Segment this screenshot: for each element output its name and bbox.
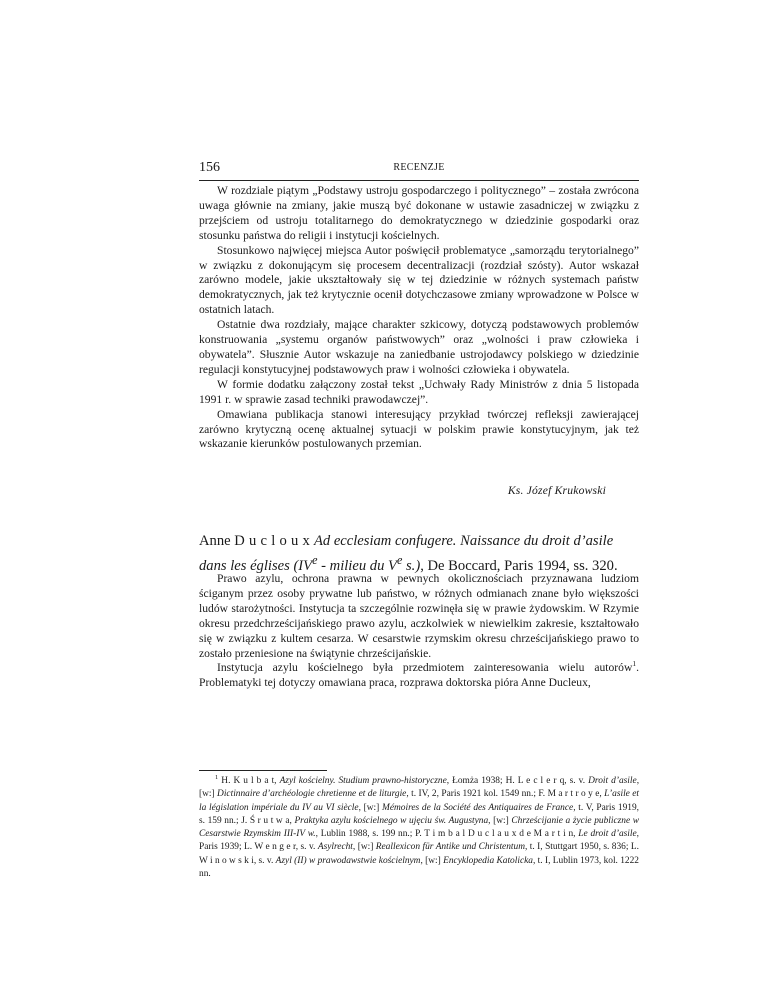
paragraph: Instytucja azylu kościelnego była przedmiotem zainteresowania wielu autorów$^1$. Problematyki tej dotyczy omawiana praca, rozprawa doktorska pióra Anne Ducleux, [199,659,639,690]
paragraph: Ostatnie dwa rozdziały, mające charakter szkicowy, dotyczą podstawowych problemów konstruowania „systemu organów państwowych” oraz „wolności i praw człowieka i obywatela”. Słusznie Autor wskazuje na zaniedbanie ustrojodawcy polskiego w dziedzinie regulacji konstytucyjnej podstawowych praw i wolności człowieka i obywatela. [199,318,639,376]
footnote: $^1$ H. K u l b a t, Azyl kościelny. Studium prawno-historyczne, Łomża 1938; H. L e c l e r q, s. v. Droit d’asile, [w:] Dictinnaire d’archéologie chretienne et de liturgie, t. IV, 2, Paris 1921 kol. 1549 nn.; F. M a r t r o y e, L’asile et la législation impériale du IV au VI siècle, [w:] Mémoires de la Société des Antiquaires de France, t. V, Paris 1919, s. 159 nn.; J. Ś r u t w a, Praktyka azylu kościelnego w ujęciu św. Augustyna, [w:] Chrześcijanie a życie publiczne w Cesarstwie Rzymskim III-IV w., Lublin 1988, s. 199 nn.; P. T i m b a l D u c l a u x d e M a r t i n, Le droit d’asile, Paris 1939; L. W e n g e r, s. v. Asylrecht, [w:] Reallexicon für Antike und Christentum, t. I, Stuttgart 1950, s. 836; L. W i n o w s k i, s. v. Azyl (II) w prawodawstwie kościelnym, [w:] Encyklopedia Katolicka, t. I, Lublin 1973, kol. 1222 nn. [199,773,640,880]
publication-info: , De Boccard, Paris 1994, ss. 320. [420,557,618,574]
review-body [199,572,639,691]
book-author-first-name: Anne [199,533,231,549]
previous-review-body [199,184,639,452]
paragraph: Stosunkowo najwięcej miejsca Autor poświęcił problematyce „samorządu terytorialnego” w związku z dokonującym się procesem decentralizacji (rozdział szósty). Autor wskazał zarówno modele, jakie ukształtowały się w tej dziedzinie w różnych systemach państw demokratycznych, jak też krytycznie ocenił dotychczasowe zmiany wprowadzone w Polsce w ostatnich latach. [199,243,639,317]
running-head: RECENZJE [393,162,445,173]
footnote-number: 1 [215,773,219,781]
paragraph: W rozdziale piątym „Podstawy ustroju gospodarczego i politycznego” – została zwrócona uwaga głównie na zmiany, jakie muszą być dokonane w ustawie zasadniczej w związku z przejściem od ustroju totalitarnego do demokratycznego w dziedzinie gospodarki oraz stosunku państwa do religii i instytucji kościelnych. [199,184,639,242]
footnote-separator [199,770,327,771]
book-author-last-name: Ducloux [234,533,314,549]
paragraph: Omawiana publikacja stanowi interesujący przykład twórczej refleksji zawierającej zarówno krytyczną ocenę aktualnej sytuacji w polskim prawie konstytucyjnym, jak też wskazanie kierunków postulowanych przemian. [199,407,639,451]
page-header [199,160,639,180]
paragraph: Prawo azylu, ochrona prawna w pewnych okolicznościach przyznawana ludziom ściganym przez osoby prywatne lub państwo, w różnych odmianach znane było większości ludów starożytności. Instytucja ta szczególnie rozwinęła się w prawie żydowskim. W Rzymie okresu przedchrześcijańskiego prawo azylu, aczkolwiek w niewielkim zakresie, kształtowało się w związku z kultem cesarza. W cesarstwie rzymskim okresu chrześcijańskiego prawo to zostało przeniesione na świątynie chrześcijańskie. [199,572,639,660]
header-rule [199,180,639,181]
reviewer-signature: Ks. Józef Krukowski [507,484,606,497]
footnote-reference: 1 [632,659,637,669]
page-number: 156 [199,160,220,175]
review-heading [199,532,639,576]
book-title: Ad ecclesiam confugere. Naissance du droit d’asile dans les églises (IVe - milieu du Ve s.) [199,533,614,574]
paragraph: W formie dodatku załączony został tekst „Uchwały Rady Ministrów z dnia 5 listopada 1991 r. w sprawie zasad techniki prawodawczej”. [199,377,639,406]
